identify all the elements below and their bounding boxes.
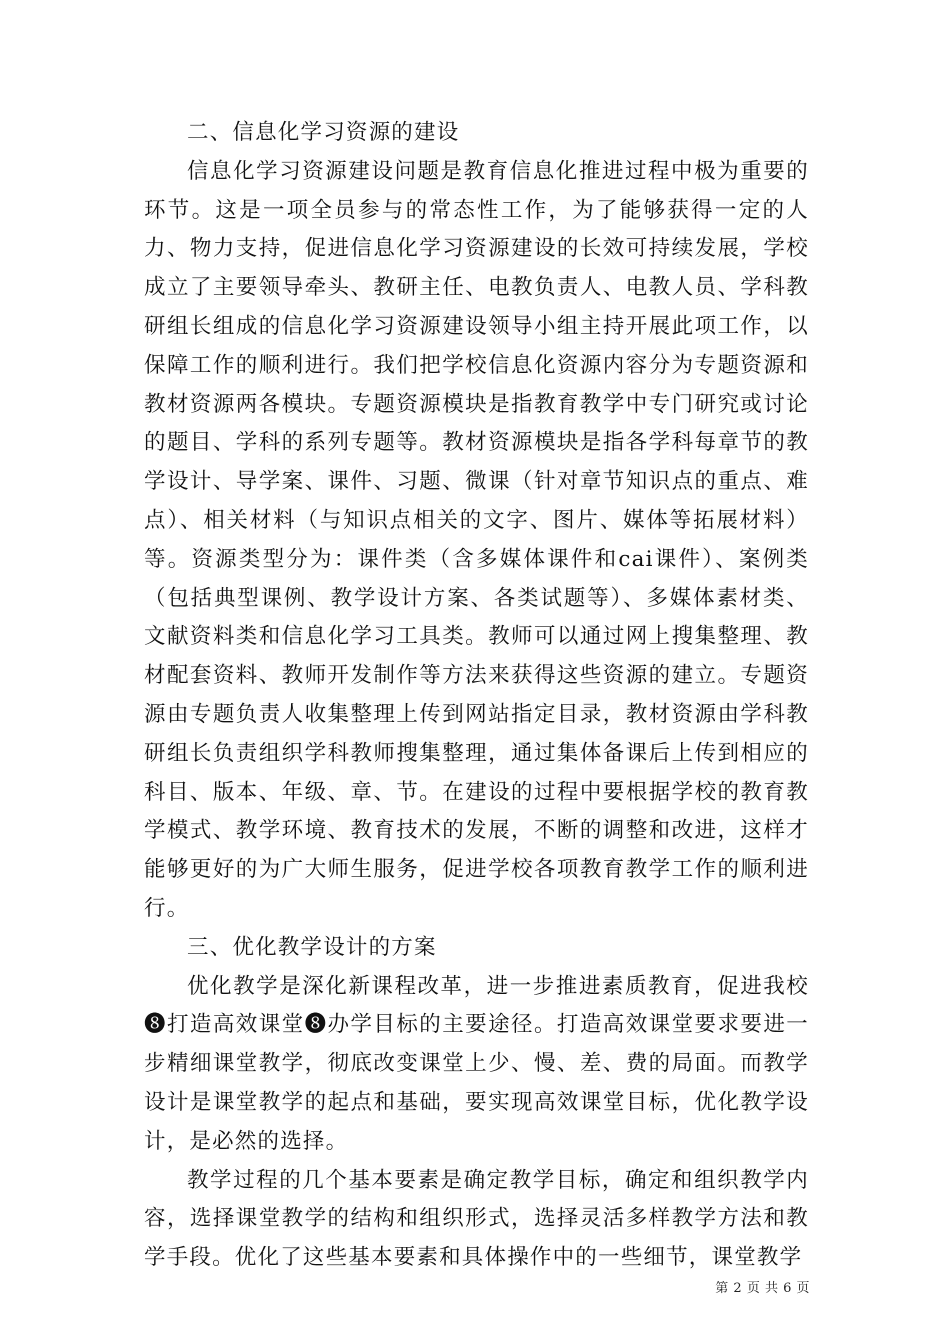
paragraph-teaching-elements: 教学过程的几个基本要素是确定教学目标，确定和组织教学内容，选择课堂教学的结构和组织形式，选择灵活多样教学方法和教学手段。优化了这些基本要素和具体操作中的一些细节，课堂教学 bbox=[144, 1167, 809, 1271]
document-body bbox=[144, 114, 809, 1278]
section-heading-2: 二、信息化学习资源的建设 bbox=[187, 120, 460, 145]
page-number-footer: 第 2 页 共 6 页 bbox=[715, 1281, 810, 1296]
paragraph-resources: 信息化学习资源建设问题是教育信息化推进过程中极为重要的环节。这是一项全员参与的常态性工作，为了能够获得一定的人力、物力支持，促进信息化学习资源建设的长效可持续发展，学校成立了主要领导牵头、教研主任、电教负责人、电教人员、学科教研组长组成的信息化学习资源建设领导小组主持开展此项工作，以保障工作的顺利进行。我们把学校信息化资源内容分为专题资源和教材资源两各模块。专题资源模块是指教育教学中专门研究或讨论的题目、学科的系列专题等。教材资源模块是指各学科每章节的教学设计、导学案、课件、习题、微课（针对章节知识点的重点、难点）、相关材料（与知识点相关的文字、图片、媒体等拓展材料）等。资源类型分为：课件类（含多媒体课件和cai课件）、案例类（包括典型课例、教学设计方案、各类试题等）、多媒体素材类、文献资料类和信息化学习工具类。教师可以通过网上搜集整理、教材配套资料、教师开发制作等方法来获得这些资源的建立。专题资源由专题负责人收集整理上传到网站指定目录，教材资源由学科教研组长负责组织学科教师搜集整理，通过集体备课后上传到相应的科目、版本、年级、章、节。在建设的过程中要根据学校的教育教学模式、教学环境、教育技术的发展，不断的调整和改进，这样才能够更好的为广大师生服务，促进学校各项教育教学工作的顺利进行。 bbox=[144, 158, 809, 921]
section-heading-3: 三、优化教学设计的方案 bbox=[187, 934, 437, 960]
paragraph-optimize-teaching: 优化教学是深化新课程改革，进一步推进素质教育，促进我校❽打造高效课堂❽办学目标的主要途径。打造高效课堂要求要进一步精细课堂教学，彻底改变课堂上少、慢、差、费的局面。而教学设计是课堂教学的起点和基础，要实现高效课堂目标，优化教学设计，是必然的选择。 bbox=[144, 973, 809, 1154]
